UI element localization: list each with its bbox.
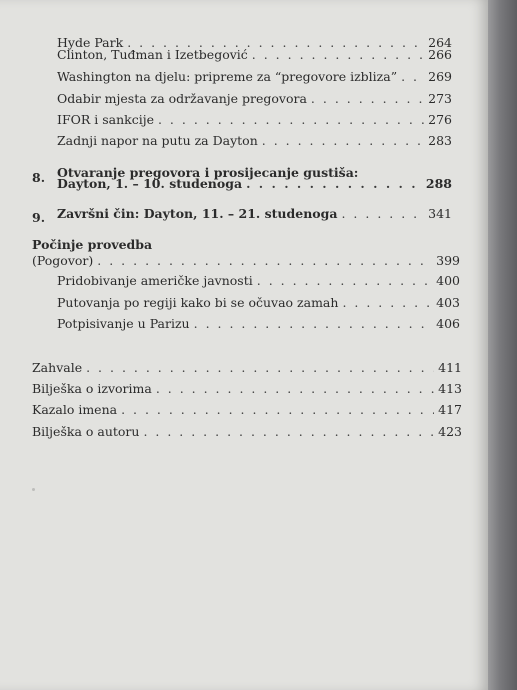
dot-leader — [86, 360, 434, 375]
toc-entry-title: Pridobivanje američke javnosti — [57, 273, 253, 288]
toc-entry-page: 417 — [438, 402, 462, 417]
toc-entry-title: Clinton, Tuđman i Izetbegović — [57, 47, 248, 62]
dot-leader — [246, 176, 422, 191]
toc-entry-biljeska-izvori — [32, 381, 462, 401]
toc-entry-title: Dayton, 1. – 10. studenoga — [57, 176, 243, 191]
toc-entry-potpisivanje — [57, 316, 460, 336]
toc-entry-title: Zahvale — [32, 360, 83, 375]
dot-leader — [257, 273, 432, 288]
toc-entry-zadnji-napor — [57, 133, 452, 153]
toc-entry-page: 288 — [425, 176, 452, 191]
toc-entry-biljeska-autor — [32, 424, 462, 444]
toc-entry-page: 403 — [436, 295, 460, 310]
toc-entry-chapter-9 — [57, 206, 452, 226]
dot-leader — [194, 316, 433, 331]
dot-leader — [262, 133, 424, 148]
toc-entry-zahvale — [32, 360, 462, 380]
toc-entry-page: 423 — [438, 424, 462, 439]
dot-leader — [311, 91, 424, 106]
dot-leader — [121, 402, 434, 417]
toc-entry-title: Odabir mjesta za održavanje pregovora — [57, 91, 307, 106]
toc-entry-page: 269 — [428, 69, 452, 84]
dot-leader — [97, 253, 432, 268]
chapter-9-number: 9. — [32, 210, 46, 225]
book-page-edge — [488, 0, 517, 690]
toc-entry-page: 266 — [428, 47, 452, 62]
toc-entry-page: 413 — [438, 381, 462, 396]
toc-entry-page: 264 — [428, 35, 452, 50]
toc-entry-page: 283 — [428, 133, 452, 148]
toc-entry-kazalo — [32, 402, 462, 422]
toc-entry-title: Bilješka o autoru — [32, 424, 140, 439]
dot-leader — [342, 295, 432, 310]
dot-leader — [401, 69, 424, 84]
toc-entry-title: IFOR i sankcije — [57, 112, 154, 127]
epilogue-title: Počinje provedba — [32, 237, 153, 252]
toc-entry-page: 273 — [428, 91, 452, 106]
dot-leader — [143, 424, 434, 439]
chapter-8-number: 8. — [32, 170, 46, 185]
chapter-8-title-line1: Otvaranje pregovora i prosijecanje gustiša: — [57, 165, 359, 180]
toc-entry-title: Washington na djelu: pripreme za “pregovore izbliza” — [57, 69, 398, 84]
toc-entry-clinton — [57, 47, 452, 67]
toc-entry-page: 399 — [436, 253, 460, 268]
toc-entry-odabir — [57, 91, 452, 111]
toc-entry-title: (Pogovor) — [32, 253, 94, 268]
toc-entry-title: Zadnji napor na putu za Dayton — [57, 133, 258, 148]
dot-leader — [341, 206, 424, 221]
toc-entry-pridobivanje — [57, 273, 460, 293]
dot-leader — [158, 112, 424, 127]
toc-entry-ifor — [57, 112, 452, 132]
toc-entry-page: 400 — [436, 273, 460, 288]
toc-entry-pogovor — [32, 253, 460, 273]
toc-entry-title: Putovanja po regiji kako bi se očuvao zamah — [57, 295, 339, 310]
toc-entry-page: 341 — [428, 206, 452, 221]
toc-entry-page: 406 — [436, 316, 460, 331]
toc-entry-title: Kazalo imena — [32, 402, 118, 417]
toc-entry-title: Potpisivanje u Parizu — [57, 316, 190, 331]
dot-leader — [252, 47, 424, 62]
toc-entry-title: Završni čin: Dayton, 11. – 21. studenoga — [57, 206, 338, 221]
toc-entry-chapter-8 — [57, 176, 452, 196]
toc-entry-page: 276 — [428, 112, 452, 127]
paper-speck — [32, 488, 35, 491]
toc-entry-putovanja — [57, 295, 460, 315]
dot-leader — [156, 381, 434, 396]
toc-entry-page: 411 — [438, 360, 462, 375]
toc-entry-title: Bilješka o izvorima — [32, 381, 152, 396]
toc-entry-title: Hyde Park — [57, 35, 124, 50]
toc-entry-washington — [57, 69, 452, 89]
